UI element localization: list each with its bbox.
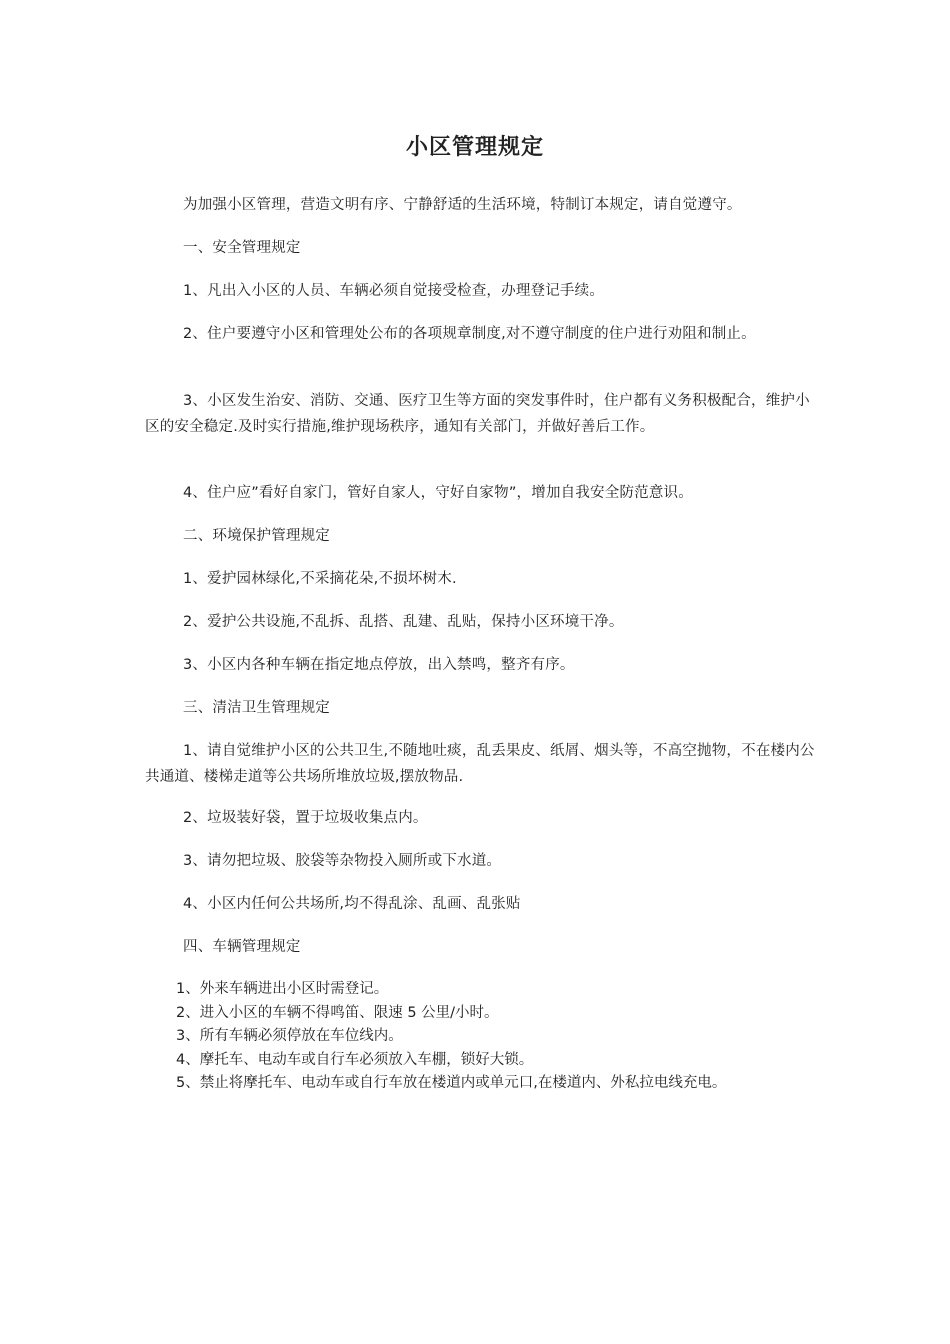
safety-item-1: 1、凡出入小区的人员、车辆必须自觉接受检查，办理登记手续。 [183, 283, 605, 299]
vehicle-item-1: 1、外来车辆进出小区时需登记。 [176, 981, 389, 997]
safety-item-2: 2、住户要遵守小区和管理处公布的各项规章制度,对不遵守制度的住户进行劝阻和制止。 [183, 326, 756, 342]
environment-item-2: 2、爱护公共设施,不乱拆、乱搭、乱建、乱贴，保持小区环境干净。 [183, 614, 624, 630]
section-heading-sanitation: 三、清洁卫生管理规定 [183, 700, 330, 716]
section-heading-environment: 二、环境保护管理规定 [183, 528, 330, 544]
vehicle-rules-list [145, 978, 845, 1096]
sanitation-item-1: 1、请自觉维护小区的公共卫生,不随地吐痰，乱丢果皮、纸屑、烟头等，不高空抛物，不在楼内公共通道、楼梯走道等公共场所堆放垃圾,摆放物品. [145, 743, 815, 785]
environment-item-1: 1、爱护园林绿化,不采摘花朵,不损坏树木. [183, 571, 457, 587]
sanitation-item-3: 3、请勿把垃圾、胶袋等杂物投入厕所或下水道。 [183, 853, 502, 869]
document-title: 小区管理规定 [405, 135, 544, 160]
safety-item-4: 4、住户应”看好自家门，管好自家人，守好自家物”，增加自我安全防范意识。 [183, 485, 693, 501]
vehicle-item-2: 2、进入小区的车辆不得鸣笛、限速 5 公里/小时。 [176, 1004, 499, 1021]
vehicle-item-4: 4、摩托车、电动车或自行车必须放入车棚，锁好大锁。 [176, 1051, 534, 1068]
sanitation-item-4: 4、小区内任何公共场所,均不得乱涂、乱画、乱张贴 [183, 896, 521, 912]
intro-paragraph: 为加强小区管理，营造文明有序、宁静舒适的生活环境，特制订本规定，请自觉遵守。 [183, 197, 742, 213]
safety-item-3: 3、小区发生治安、消防、交通、医疗卫生等方面的突发事件时，住户都有义务积极配合，维护小区的安全稳定.及时实行措施,维护现场秩序，通知有关部门，并做好善后工作。 [145, 393, 810, 435]
vehicle-item-3: 3、所有车辆必须停放在车位线内。 [176, 1028, 403, 1044]
environment-item-3: 3、小区内各种车辆在指定地点停放，出入禁鸣，整齐有序。 [183, 657, 575, 673]
section-heading-safety: 一、安全管理规定 [183, 240, 301, 256]
vehicle-item-5: 5、禁止将摩托车、电动车或自行车放在楼道内或单元口,在楼道内、外私拉电线充电。 [176, 1075, 727, 1091]
sanitation-item-2: 2、垃圾装好袋，置于垃圾收集点内。 [183, 810, 428, 826]
section-heading-vehicles: 四、车辆管理规定 [183, 939, 301, 955]
